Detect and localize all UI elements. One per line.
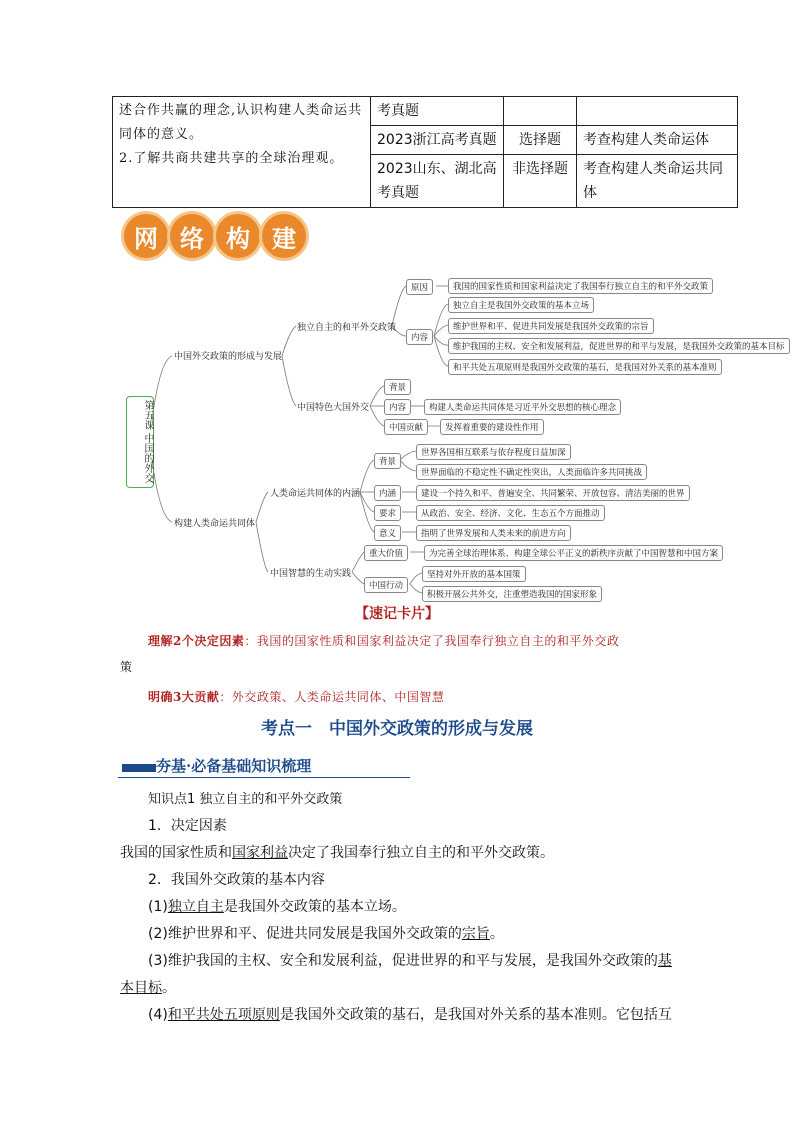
objective-text-2: 2.了解共商共建共享的全球治理观。 — [119, 151, 344, 166]
table-cell: 非选择题 — [504, 155, 577, 208]
list-item — [148, 1002, 688, 1029]
underlined-text: 和平共处五项原则 — [167, 1007, 280, 1023]
mindmap-leaf: 坚持对外开放的基本国策 — [422, 566, 526, 582]
mindmap-node: 内容 — [406, 329, 433, 345]
mindmap-leaf: 世界面临的不稳定性不确定性突出，人类面临许多共同挑战 — [416, 464, 647, 480]
heading: 1．决定因素 — [148, 818, 227, 834]
card-line-1 — [148, 628, 688, 654]
text: 决定了我国奉行独立自主的和平外交政策。 — [288, 845, 554, 861]
mindmap-node: 背景 — [384, 379, 411, 395]
mindmap-leaf: 世界各国相互联系与依存程度日益加深 — [416, 444, 571, 460]
list-item — [148, 894, 406, 921]
mindmap-node: 要求 — [374, 505, 401, 521]
quick-card-title: 【速记卡片】 — [355, 606, 439, 622]
objective-text-1: 述合作共赢的理念,认识构建人类命运共同体的意义。 — [119, 103, 363, 142]
banner-char: 建 — [262, 214, 306, 258]
mindmap-branch: 中国外交政策的形成与发展 — [174, 352, 283, 362]
card-label: 理解2个决定因素 — [148, 634, 245, 648]
body-text — [148, 786, 688, 840]
table-cell: 2023山东、湖北高考真题 — [371, 155, 504, 208]
subhead — [118, 755, 410, 778]
mindmap-branch: 中国智慧的生动实践 — [270, 569, 352, 579]
mindmap-node: 中国行动 — [364, 577, 408, 593]
mindmap-branch: 构建人类命运共同体 — [174, 519, 256, 529]
card-text: ：我国的国家性质和国家利益决定了我国奉行独立自主的和平外交政 — [244, 634, 620, 648]
mindmap-leaf: 我国的国家性质和国家利益决定了我国奉行独立自主的和平外交政策 — [448, 278, 713, 294]
banner-char: 构 — [216, 214, 260, 258]
mindmap-leaf: 建设一个持久和平、普遍安全、共同繁荣、开放包容、清洁美丽的世界 — [416, 485, 690, 501]
mindmap-node: 背景 — [374, 453, 401, 469]
subhead-bar — [122, 764, 156, 772]
mindmap-leaf: 独立自主是我国外交政策的基本立场 — [448, 297, 594, 313]
table-cell: 考真题 — [371, 97, 504, 126]
text: 。 — [489, 926, 504, 942]
mindmap-branch: 人类命运共同体的内涵 — [270, 489, 361, 499]
text: (4) — [148, 1007, 168, 1023]
mindmap-node: 意义 — [374, 525, 401, 541]
heading: 2．我国外交政策的基本内容 — [148, 872, 325, 888]
card-line-1-cont: 策 — [120, 660, 133, 674]
mindmap-leaf: 从政治、安全、经济、文化、生态五个方面推动 — [416, 505, 605, 521]
mindmap-root: 第五课 中国的外交 — [126, 396, 154, 488]
mindmap-node: 内容 — [384, 399, 411, 415]
text: 是我国外交政策的基石，是我国对外关系的基本准则。它包括互 — [279, 1007, 672, 1023]
table-cell: 选择题 — [504, 126, 577, 155]
underlined-text: 基 — [657, 953, 672, 969]
text: (3)维护我国的主权、安全和发展利益，促进世界的和平与发展，是我国外交政策的 — [148, 953, 658, 969]
text: 是我国外交政策的基本立场。 — [223, 899, 406, 915]
mindmap-leaf: 维护世界和平、促进共同发展是我国外交政策的宗旨 — [448, 318, 654, 334]
card-line-2 — [148, 684, 444, 710]
mindmap-leaf: 为完善全球治理体系、构建全球公平正义的新秩序贡献了中国智慧和中国方案 — [424, 545, 723, 561]
underlined-text: 国家利益 — [232, 845, 288, 861]
mindmap-branch: 中国特色大国外交 — [297, 403, 370, 413]
banner-char: 络 — [170, 214, 214, 258]
card-label: 明确3大贡献 — [148, 690, 220, 704]
mindmap-leaf: 发挥着重要的建设性作用 — [440, 419, 544, 435]
text: 我国的国家性质和 — [120, 845, 232, 861]
mindmap-node: 内涵 — [374, 485, 401, 501]
mindmap-leaf: 积极开展公共外交，注重塑造我国的国家形象 — [422, 586, 602, 602]
knowledge-point: 知识点1 独立自主的和平外交政策 — [148, 792, 343, 807]
underlined-text: 本目标 — [120, 980, 162, 996]
list-item-cont — [120, 975, 176, 1002]
mindmap-branch: 独立自主的和平外交政策 — [297, 323, 397, 333]
table-cell: 考查构建人类命运体 — [577, 126, 738, 155]
mindmap-node: 重大价值 — [364, 545, 408, 561]
card-text: ：外交政策、人类命运共同体、中国智慧 — [219, 690, 445, 704]
banner-char: 网 — [124, 214, 168, 258]
mindmap-leaf: 构建人类命运共同体是习近平外交思想的核心理念 — [424, 399, 621, 415]
section-title: 考点一 中国外交政策的形成与发展 — [261, 719, 533, 739]
table-cell: 考查构建人类命运共同体 — [577, 155, 738, 208]
mindmap-leaf: 维护我国的主权、安全和发展利益，促进世界的和平与发展，是我国外交政策的基本目标 — [448, 338, 790, 354]
mindmap-leaf: 指明了世界发展和人类未来的前进方向 — [416, 525, 571, 541]
text: (1) — [148, 899, 168, 915]
text: (2)维护世界和平、促进共同发展是我国外交政策的 — [148, 926, 462, 942]
paragraph — [120, 840, 690, 867]
list-item — [148, 921, 504, 948]
mindmap-node: 中国贡献 — [384, 419, 428, 435]
table-cell: 2023浙江高考真题 — [371, 126, 504, 155]
list-item — [148, 948, 688, 975]
mindmap-node: 原因 — [406, 279, 433, 295]
underlined-text: 独立自主 — [167, 899, 224, 915]
underlined-text: 宗旨 — [461, 926, 490, 942]
subhead-text: 夯基·必备基础知识梳理 — [156, 757, 312, 775]
mindmap-leaf: 和平共处五项原则是我国外交政策的基石，是我国对外关系的基本准则 — [448, 359, 722, 375]
text: 。 — [162, 980, 176, 996]
